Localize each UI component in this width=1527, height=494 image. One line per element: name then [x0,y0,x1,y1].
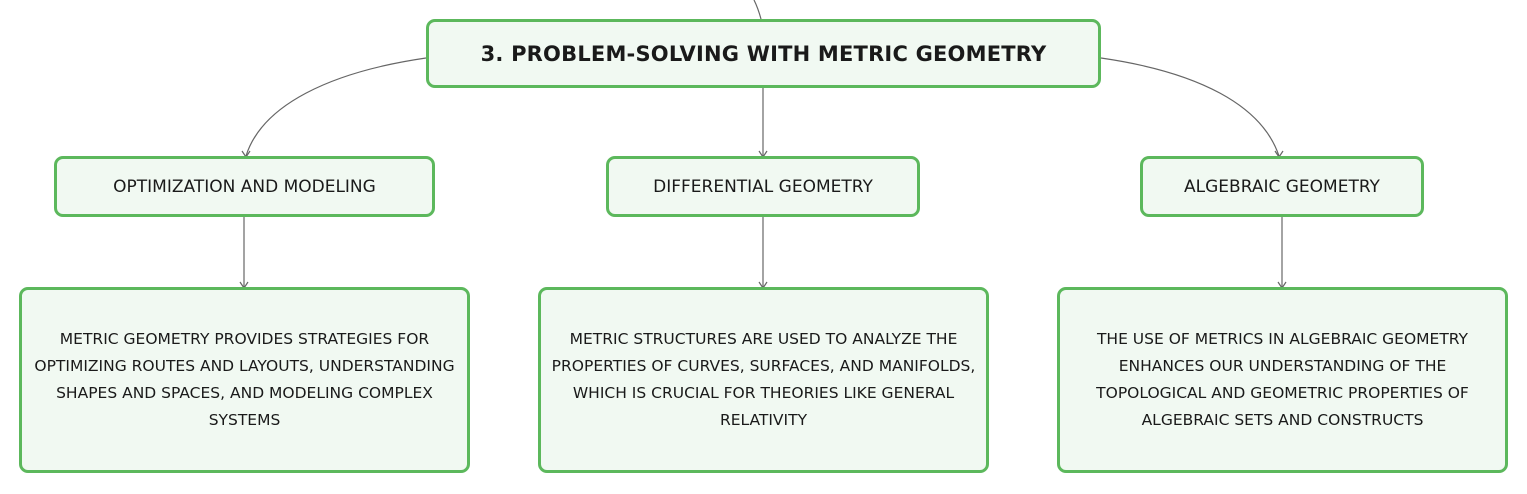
detail-node-text: METRIC STRUCTURES ARE USED TO ANALYZE THE PROPERTIES OF CURVES, SURFACES, AND MANIFOLDS, WHICH IS CRUCIAL FOR THEORIES LIKE GENERAL RELATIVITY [551,330,976,429]
branch-node-label: DIFFERENTIAL GEOMETRY [653,176,873,197]
connector-root-to-algebraic [1101,58,1279,156]
detail-node-text: THE USE OF METRICS IN ALGEBRAIC GEOMETRY ENHANCES OUR UNDERSTANDING OF THE TOPOLOGICAL AND GEOMETRIC PROPERTIES OF ALGEBRAIC SETS AND CONSTRUCTS [1096,330,1469,429]
detail-node-algebraic[interactable] [1057,287,1508,473]
branch-node-label: OPTIMIZATION AND MODELING [113,176,376,197]
root-node-label: 3. PROBLEM-SOLVING WITH METRIC GEOMETRY [480,41,1047,66]
branch-node-optimization[interactable] [54,156,435,217]
connector-root-to-optimization [246,58,426,156]
branch-node-algebraic[interactable] [1140,156,1424,217]
root-node[interactable] [426,19,1101,88]
branch-node-label: ALGEBRAIC GEOMETRY [1184,176,1380,197]
detail-node-optimization[interactable] [19,287,470,473]
branch-node-differential[interactable] [606,156,920,217]
detail-node-differential[interactable] [538,287,989,473]
connector-parent-to-root [754,0,761,19]
detail-node-text: METRIC GEOMETRY PROVIDES STRATEGIES FOR OPTIMIZING ROUTES AND LAYOUTS, UNDERSTANDING SHAPES AND SPACES, AND MODELING COMPLEX SYSTEMS [34,330,455,429]
